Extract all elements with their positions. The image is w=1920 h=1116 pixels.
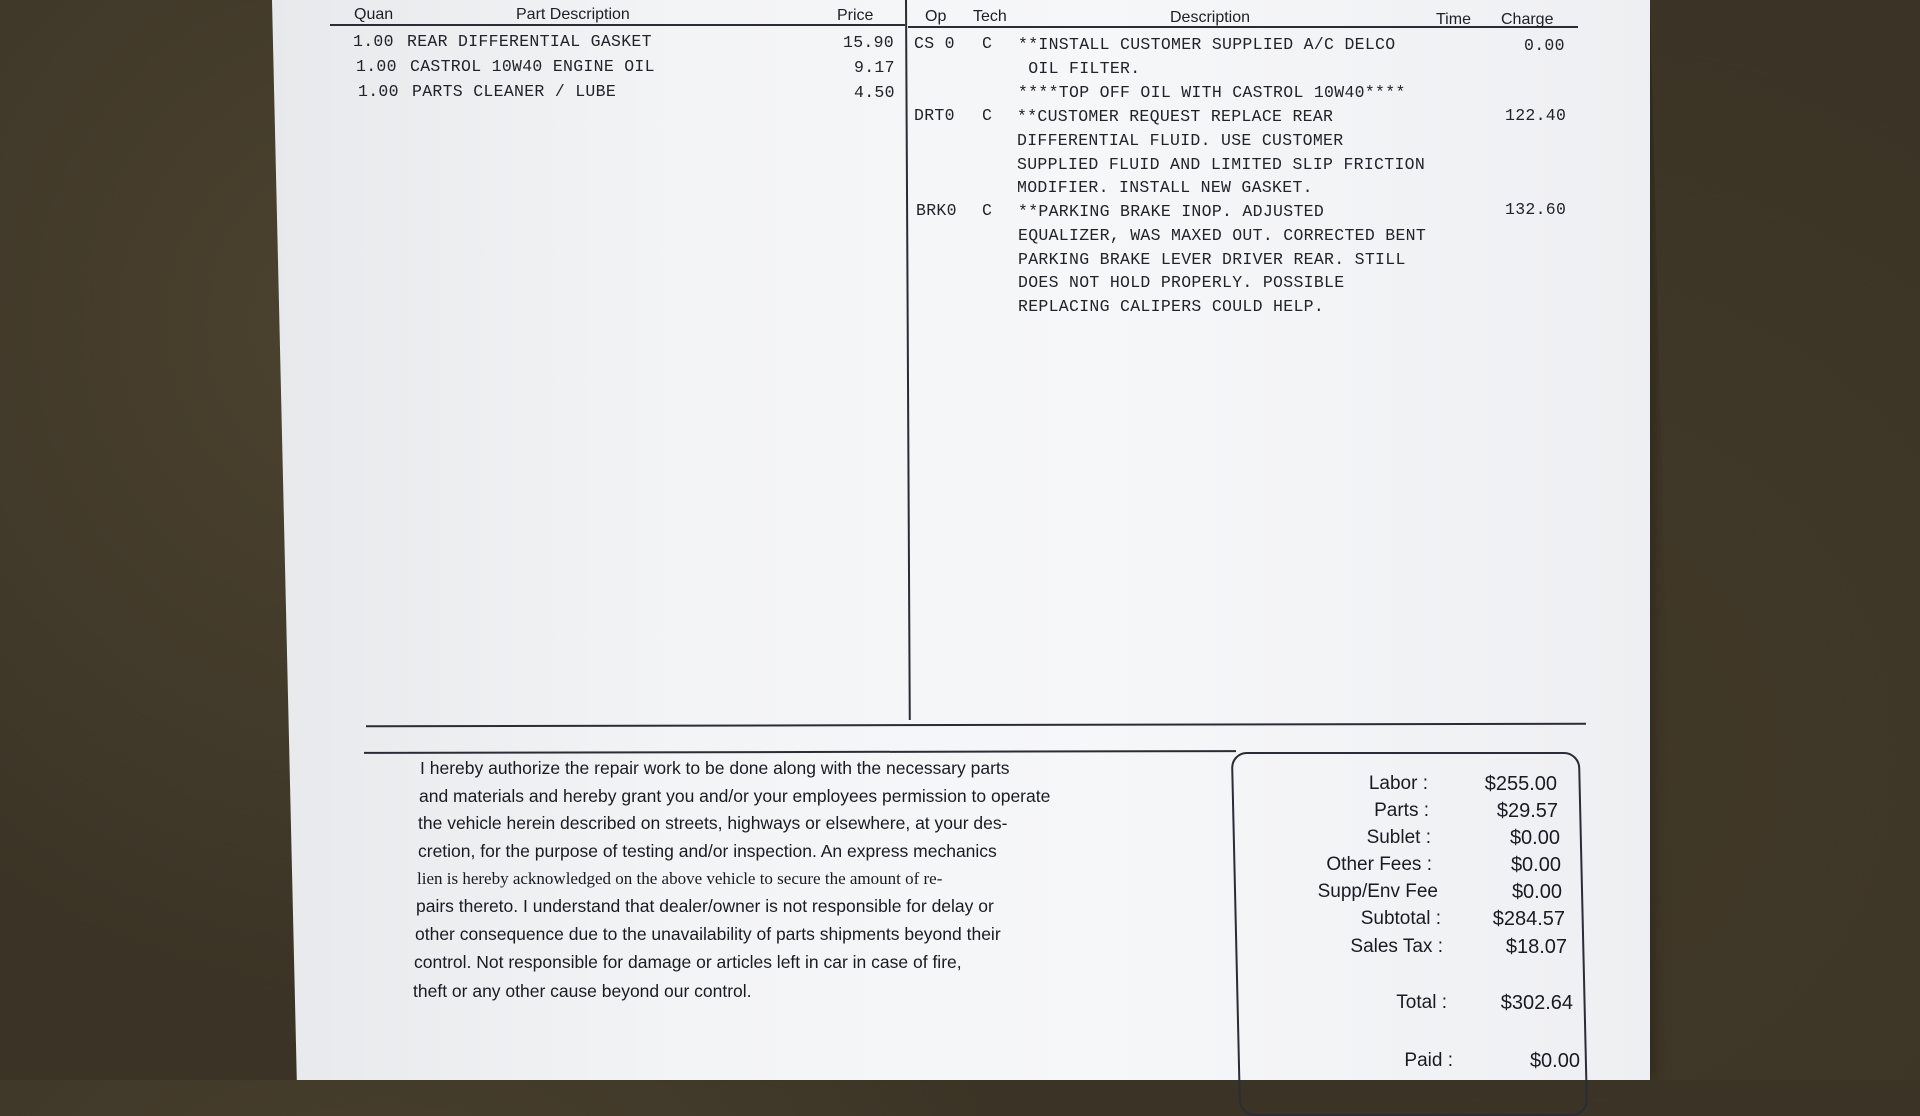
sales-tax-value: $18.07 — [1505, 936, 1567, 958]
supp-env-fee-label: Supp/Env Fee — [1317, 881, 1438, 902]
header-price: Price — [837, 7, 874, 24]
authorization-line: theft or any other cause beyond our control. — [413, 981, 752, 1001]
labor-line: **CUSTOMER REQUEST REPLACE REAR — [1017, 107, 1334, 126]
authorization-line: other consequence due to the unavailability of parts shipments beyond their — [415, 924, 1001, 944]
authorization-line: cretion, for the purpose of testing and/or inspection. An express mechanics — [418, 841, 997, 861]
sublet-value: $0.00 — [1509, 827, 1560, 849]
other-fees-label: Other Fees : — [1326, 854, 1432, 875]
labor-charge: 132.60 — [1505, 200, 1567, 219]
header-tech: Tech — [973, 8, 1007, 25]
labor-op: DRT0 — [914, 106, 955, 125]
part-price: 15.90 — [843, 33, 895, 52]
header-op: Op — [925, 8, 947, 25]
grand-total-label: Total : — [1396, 992, 1447, 1013]
labor-tech: C — [982, 34, 993, 53]
subtotal-value: $284.57 — [1492, 908, 1565, 930]
header-description: Description — [1170, 9, 1251, 26]
authorization-line: lien is hereby acknowledged on the above vehicle to secure the amount of re- — [417, 869, 943, 888]
part-qty: 1.00 — [358, 82, 399, 101]
labor-line: SUPPLIED FLUID AND LIMITED SLIP FRICTION — [1017, 155, 1426, 174]
supp-env-fee-value: $0.00 — [1511, 881, 1562, 903]
subtotal-label: Subtotal : — [1360, 908, 1441, 929]
part-desc: CASTROL 10W40 ENGINE OIL — [410, 57, 655, 76]
sales-tax-label: Sales Tax : — [1350, 936, 1443, 957]
labor-op: CS 0 — [914, 34, 955, 53]
part-desc: PARTS CLEANER / LUBE — [412, 82, 617, 101]
labor-line: **INSTALL CUSTOMER SUPPLIED A/C DELCO — [1018, 35, 1396, 54]
part-qty: 1.00 — [353, 32, 394, 51]
labor-line: DIFFERENTIAL FLUID. USE CUSTOMER — [1017, 131, 1344, 150]
labor-tech: C — [982, 201, 993, 220]
paid-value: $0.00 — [1529, 1050, 1580, 1072]
labor-line: PARKING BRAKE LEVER DRIVER REAR. STILL — [1018, 250, 1406, 269]
part-price: 4.50 — [854, 83, 895, 102]
paid-label: Paid : — [1404, 1050, 1453, 1071]
labor-total-value: $255.00 — [1484, 773, 1557, 795]
labor-line: MODIFIER. INSTALL NEW GASKET. — [1017, 178, 1313, 197]
parts-total-value: $29.57 — [1496, 800, 1558, 822]
authorization-line: the vehicle herein described on streets, highways or elsewhere, at your des- — [418, 813, 1008, 833]
authorization-line: pairs thereto. I understand that dealer/owner is not responsible for delay or — [416, 896, 994, 916]
labor-total-label: Labor : — [1368, 773, 1428, 794]
part-desc: REAR DIFFERENTIAL GASKET — [407, 32, 652, 51]
header-time: Time — [1436, 11, 1471, 28]
labor-op: BRK0 — [916, 201, 957, 220]
labor-line: **PARKING BRAKE INOP. ADJUSTED — [1018, 202, 1325, 221]
labor-line: DOES NOT HOLD PROPERLY. POSSIBLE — [1018, 273, 1345, 292]
other-fees-value: $0.00 — [1510, 854, 1561, 876]
labor-line: OIL FILTER. — [1018, 59, 1141, 78]
header-underline-left — [330, 24, 905, 26]
authorization-line: and materials and hereby grant you and/or your employees permission to operate — [419, 786, 1051, 806]
labor-line: REPLACING CALIPERS COULD HELP. — [1018, 297, 1325, 316]
labor-charge: 0.00 — [1524, 36, 1565, 55]
sublet-label: Sublet : — [1366, 827, 1431, 848]
labor-tech: C — [982, 106, 993, 125]
grand-total-value: $302.64 — [1500, 992, 1573, 1014]
authorization-line: control. Not responsible for damage or articles left in car in case of fire, — [414, 952, 962, 972]
labor-line: EQUALIZER, WAS MAXED OUT. CORRECTED BENT — [1018, 226, 1427, 245]
authorization-line: I hereby authorize the repair work to be done along with the necessary parts — [420, 758, 1010, 778]
labor-charge: 122.40 — [1505, 106, 1567, 125]
header-quan: Quan — [354, 6, 394, 23]
header-part-description: Part Description — [516, 6, 630, 23]
labor-line: ****TOP OFF OIL WITH CASTROL 10W40**** — [1018, 83, 1406, 102]
part-price: 9.17 — [854, 58, 895, 77]
parts-total-label: Parts : — [1374, 800, 1429, 821]
part-qty: 1.00 — [356, 57, 397, 76]
header-charge: Charge — [1501, 11, 1554, 28]
